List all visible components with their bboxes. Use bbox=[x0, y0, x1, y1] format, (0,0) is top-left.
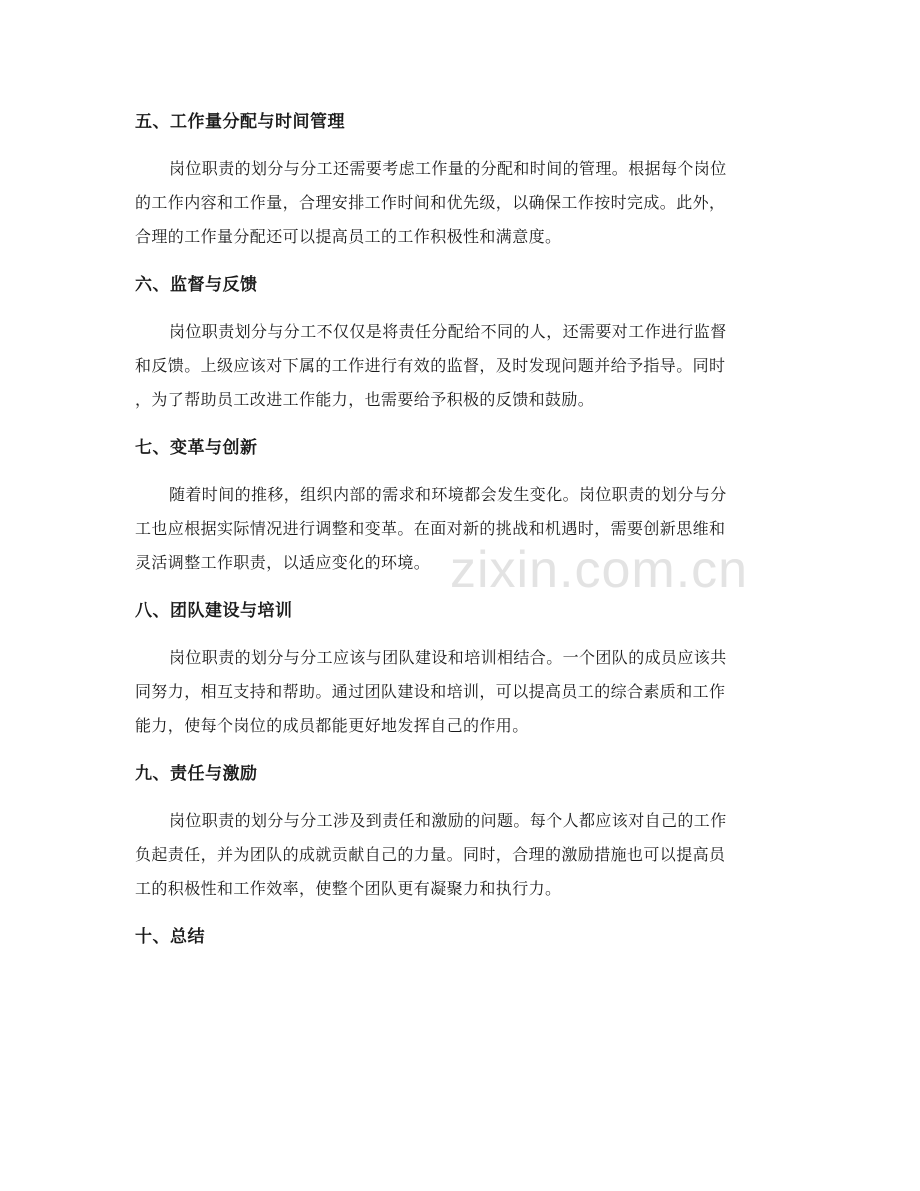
section-7 bbox=[135, 430, 787, 593]
watermark-text: zixin.com.cn bbox=[450, 541, 749, 599]
section-heading: 六、监督与反馈 bbox=[135, 275, 258, 295]
paragraph-line: 灵活调整工作职责，以适应变化的环境。 bbox=[135, 553, 431, 572]
section-heading: 九、责任与激励 bbox=[135, 764, 258, 784]
document-body bbox=[135, 104, 787, 955]
section-8 bbox=[135, 593, 787, 756]
section-9 bbox=[135, 756, 787, 919]
section-paragraph bbox=[135, 478, 787, 580]
paragraph-line: 岗位职责的划分与分工还需要考虑工作量的分配和时间的管理。根据每个岗位 bbox=[169, 159, 727, 178]
section-heading: 十、总结 bbox=[135, 927, 205, 947]
paragraph-line: 的工作内容和工作量，合理安排工作时间和优先级，以确保工作按时完成。此外， bbox=[135, 193, 726, 212]
paragraph-line: 随着时间的推移，组织内部的需求和环境都会发生变化。岗位职责的划分与分 bbox=[169, 485, 727, 504]
section-paragraph bbox=[135, 804, 787, 906]
paragraph-line: 和反馈。上级应该对下属的工作进行有效的监督，及时发现问题并给予指导。同时 bbox=[135, 356, 726, 375]
section-paragraph bbox=[135, 152, 787, 254]
section-heading: 五、工作量分配与时间管理 bbox=[135, 112, 345, 132]
paragraph-line: 能力，使每个岗位的成员都能更好地发挥自己的作用。 bbox=[135, 716, 529, 735]
paragraph-line: 工的积极性和工作效率，使整个团队更有凝聚力和执行力。 bbox=[135, 879, 562, 898]
paragraph-line: 合理的工作量分配还可以提高员工的工作积极性和满意度。 bbox=[135, 227, 562, 246]
section-heading: 七、变革与创新 bbox=[135, 438, 258, 458]
section-5 bbox=[135, 104, 787, 267]
paragraph-line: 工也应根据实际情况进行调整和变革。在面对新的挑战和机遇时，需要创新思维和 bbox=[135, 519, 726, 538]
section-paragraph bbox=[135, 315, 787, 417]
paragraph-line: 岗位职责划分与分工不仅仅是将责任分配给不同的人，还需要对工作进行监督 bbox=[169, 322, 727, 341]
section-6 bbox=[135, 267, 787, 430]
paragraph-line: 岗位职责的划分与分工涉及到责任和激励的问题。每个人都应该对自己的工作 bbox=[169, 811, 727, 830]
paragraph-line: 岗位职责的划分与分工应该与团队建设和培训相结合。一个团队的成员应该共 bbox=[169, 648, 727, 667]
section-heading: 八、团队建设与培训 bbox=[135, 601, 293, 621]
paragraph-line: ，为了帮助员工改进工作能力，也需要给予积极的反馈和鼓励。 bbox=[135, 390, 595, 409]
section-paragraph bbox=[135, 641, 787, 743]
paragraph-line: 同努力，相互支持和帮助。通过团队建设和培训，可以提高员工的综合素质和工作 bbox=[135, 682, 726, 701]
paragraph-line: 负起责任，并为团队的成就贡献自己的力量。同时，合理的激励措施也可以提高员 bbox=[135, 845, 726, 864]
section-10 bbox=[135, 919, 787, 955]
